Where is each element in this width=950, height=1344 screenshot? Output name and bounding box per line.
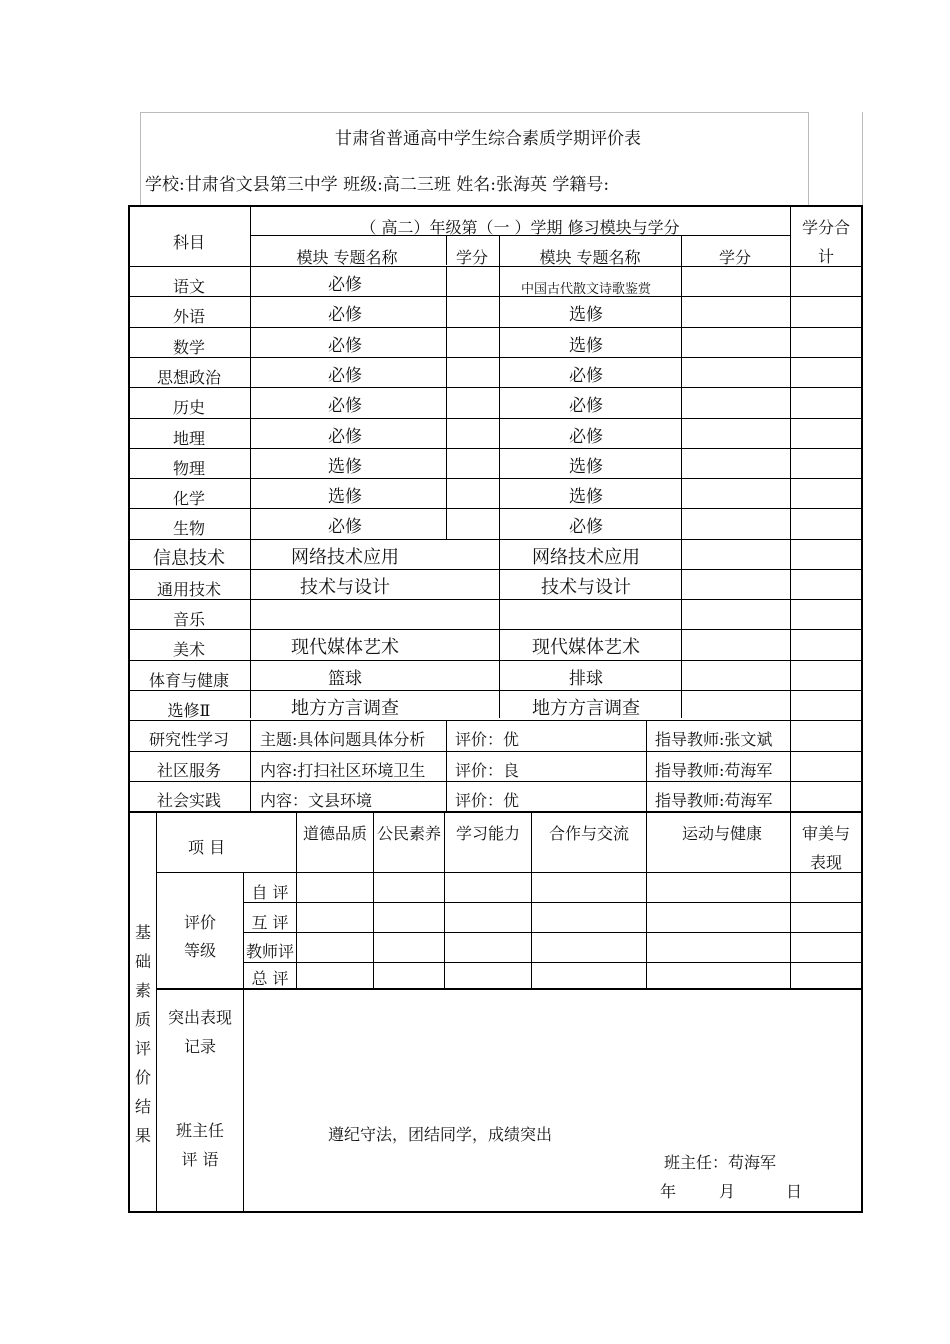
module-2: 选修 [569, 457, 603, 477]
quality-column-header: 道德品质 [302, 824, 368, 843]
side-label-char: 价 [134, 1068, 152, 1087]
subject-name: 美术 [172, 640, 206, 659]
module-name-header-1: 模块 专题名称 [296, 248, 398, 267]
activity-teacher: 指导教师:张文斌 [655, 730, 773, 749]
activity-name: 社区服务 [156, 761, 222, 780]
module-2: 必修 [569, 517, 603, 537]
module-1: 必修 [328, 305, 362, 325]
credit-header-1: 学分 [455, 248, 489, 267]
subject-name: 思想政治 [156, 368, 222, 387]
subject-name: 历史 [172, 398, 206, 417]
teacher-signature: 班主任：苟海军 [664, 1153, 777, 1172]
side-label-char: 结 [134, 1097, 152, 1116]
quality-column-header: 审美与 [801, 824, 851, 843]
module-2: 技术与设计 [541, 577, 631, 598]
module-1: 必修 [328, 275, 362, 295]
side-label-char: 基 [134, 923, 152, 942]
grade-label-1: 评价 [183, 913, 217, 932]
module-1: 选修 [328, 487, 362, 507]
module-1: 篮球 [328, 669, 362, 689]
date-month: 月 [719, 1182, 736, 1201]
credit-total-header: 学分合 [801, 218, 851, 237]
module-name-header-2: 模块 专题名称 [539, 248, 641, 267]
student-info-line: 学校:甘肃省文县第三中学 班级:高二三班 姓名:张海英 学籍号: [145, 175, 610, 195]
module-1: 现代媒体艺术 [291, 637, 399, 658]
semester-header: （ 高二）年级第（一 ）学期 修习模块与学分 [360, 218, 680, 237]
grade-row-label: 自 评 [251, 883, 289, 902]
module-2: 网络技术应用 [532, 547, 640, 568]
module-1: 必修 [328, 336, 362, 356]
module-1: 选修 [328, 457, 362, 477]
quality-column-header: 学习能力 [455, 824, 521, 843]
teacher-comment: 遵纪守法，团结同学，成绩突出 [328, 1125, 553, 1144]
date-day: 日 [786, 1182, 803, 1201]
grade-row-label: 总 评 [251, 969, 289, 988]
module-1: 必修 [328, 366, 362, 386]
activity-evaluation: 评价：良 [455, 761, 520, 780]
activity-evaluation: 评价：优 [455, 791, 520, 810]
activity-content: 内容：文县环境 [260, 791, 373, 810]
side-label-char: 评 [134, 1039, 152, 1058]
module-2: 排球 [569, 669, 603, 689]
side-label-char: 础 [134, 952, 152, 971]
date-year: 年 [660, 1182, 677, 1201]
credit-header-2: 学分 [718, 248, 752, 267]
activity-teacher: 指导教师:苟海军 [655, 791, 773, 810]
side-label-char: 果 [134, 1126, 152, 1145]
subject-name: 化学 [172, 489, 206, 508]
side-label-char: 素 [134, 981, 152, 1000]
subject-name: 信息技术 [153, 548, 225, 569]
module-1: 地方方言调查 [291, 698, 399, 719]
form-title: 甘肃省普通高中学生综合素质学期评价表 [335, 129, 641, 149]
module-1: 必修 [328, 427, 362, 447]
subject-header: 科目 [172, 233, 206, 252]
activity-content: 主题:具体问题具体分析 [260, 730, 426, 749]
subject-name: 外语 [172, 307, 206, 326]
module-2: 选修 [569, 336, 603, 356]
module-2: 必修 [569, 396, 603, 416]
activity-teacher: 指导教师:苟海军 [655, 761, 773, 780]
activity-name: 社会实践 [156, 791, 222, 810]
module-1: 技术与设计 [300, 577, 390, 598]
module-1: 必修 [328, 517, 362, 537]
credit-total-header-2: 计 [817, 247, 835, 266]
comment-label-2: 评 语 [181, 1150, 219, 1169]
subject-name: 选修Ⅱ [167, 701, 211, 720]
subject-name: 物理 [172, 459, 206, 478]
module-2: 现代媒体艺术 [532, 637, 640, 658]
highlight-label-2: 记录 [183, 1037, 217, 1056]
module-2: 地方方言调查 [532, 698, 640, 719]
comment-label-1: 班主任 [175, 1121, 225, 1140]
subject-name: 音乐 [172, 610, 206, 629]
module-2: 必修 [569, 427, 603, 447]
module-2: 必修 [569, 366, 603, 386]
side-label-char: 质 [134, 1010, 152, 1029]
subject-name: 体育与健康 [148, 671, 230, 690]
module-2: 选修 [569, 487, 603, 507]
activity-content: 内容:打扫社区环境卫生 [260, 761, 426, 780]
module-1: 网络技术应用 [291, 547, 399, 568]
module-2: 中国古代散文诗歌鉴赏 [520, 282, 652, 297]
activity-name: 研究性学习 [148, 730, 230, 749]
subject-name: 生物 [172, 519, 206, 538]
subject-name: 语文 [172, 277, 206, 296]
subject-name: 地理 [172, 429, 206, 448]
module-2: 选修 [569, 305, 603, 325]
subject-name: 数学 [172, 338, 206, 357]
grade-label-2: 等级 [183, 941, 217, 960]
quality-column-header: 表现 [809, 853, 843, 872]
quality-column-header: 公民素养 [376, 824, 442, 843]
highlight-label-1: 突出表现 [167, 1008, 233, 1027]
item-label: 项 目 [188, 838, 226, 857]
grade-row-label: 教师评 [245, 942, 295, 961]
activity-evaluation: 评价：优 [455, 730, 520, 749]
quality-column-header: 合作与交流 [548, 824, 630, 843]
quality-column-header: 运动与健康 [681, 824, 763, 843]
grade-row-label: 互 评 [251, 913, 289, 932]
module-1: 必修 [328, 396, 362, 416]
subject-name: 通用技术 [156, 580, 222, 599]
